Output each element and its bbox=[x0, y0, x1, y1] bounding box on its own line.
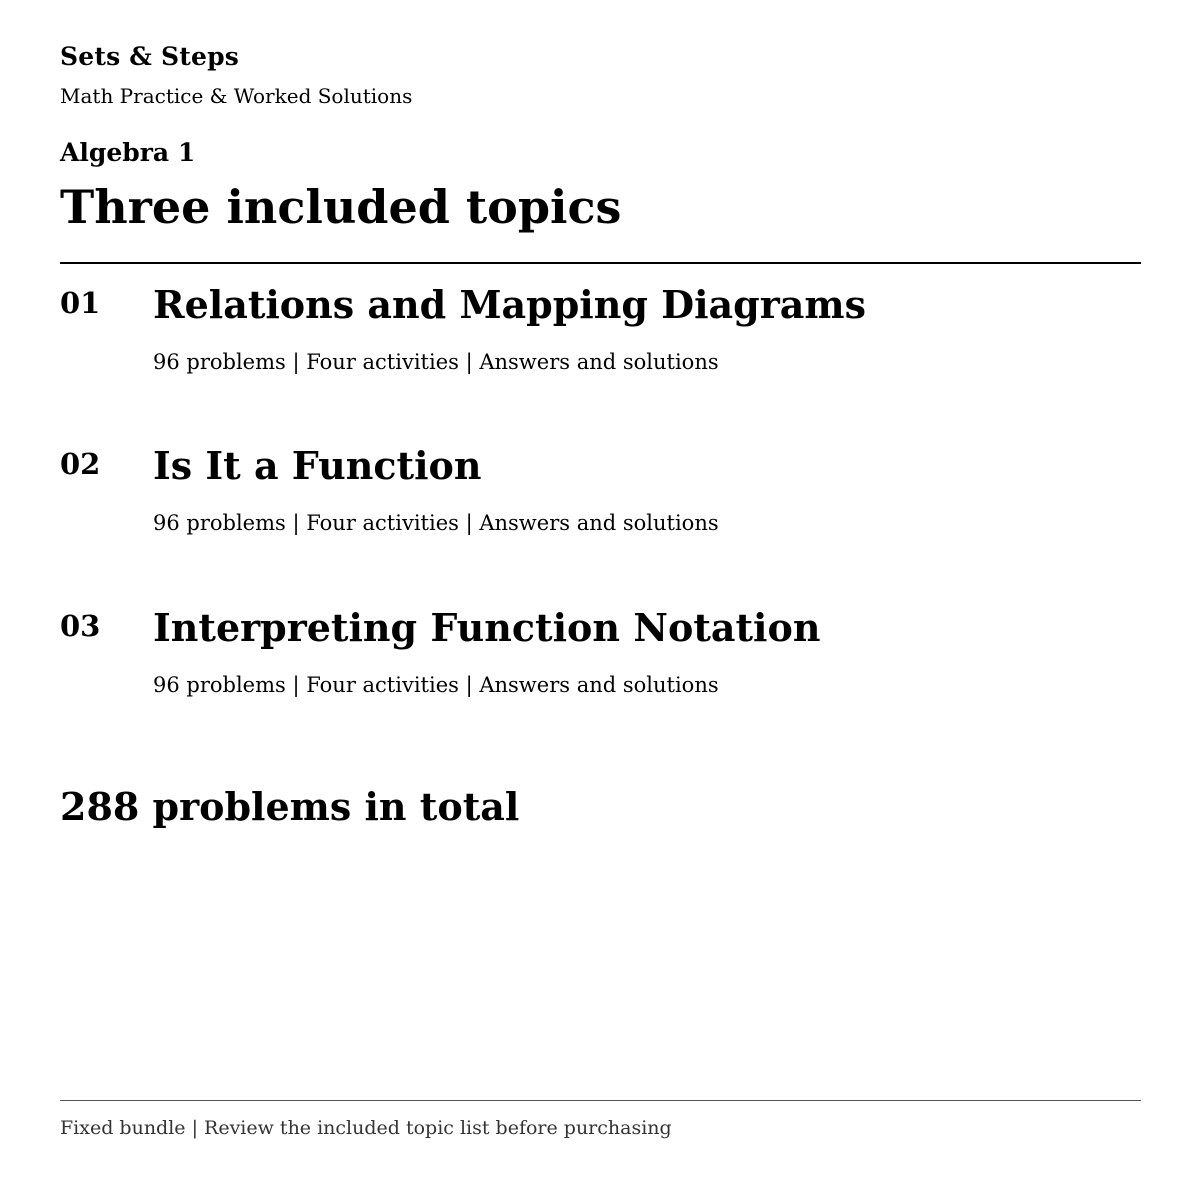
topic-meta: 96 problems | Four activities | Answers and solutions bbox=[153, 511, 719, 535]
topic-title: Relations and Mapping Diagrams bbox=[153, 282, 866, 327]
topic-number: 02 bbox=[60, 447, 101, 481]
brand-tagline: Math Practice & Worked Solutions bbox=[60, 84, 413, 108]
footer-note: Fixed bundle | Review the included topic list before purchasing bbox=[60, 1117, 672, 1139]
top-divider bbox=[60, 262, 1141, 264]
brand-name: Sets & Steps bbox=[60, 42, 240, 71]
topic-meta: 96 problems | Four activities | Answers and solutions bbox=[153, 673, 719, 697]
topic-item bbox=[60, 605, 1141, 749]
topic-number: 01 bbox=[60, 286, 101, 320]
topic-number: 03 bbox=[60, 609, 101, 643]
total-problems: 288 problems in total bbox=[60, 784, 520, 829]
page-title: Three included topics bbox=[60, 180, 622, 234]
topic-title: Interpreting Function Notation bbox=[153, 605, 821, 650]
topic-item bbox=[60, 282, 1141, 426]
document-page bbox=[60, 0, 1141, 1200]
footer-divider bbox=[60, 1100, 1141, 1101]
topic-meta: 96 problems | Four activities | Answers and solutions bbox=[153, 350, 719, 374]
topic-title: Is It a Function bbox=[153, 443, 482, 488]
topic-item bbox=[60, 443, 1141, 587]
course-label: Algebra 1 bbox=[60, 138, 196, 167]
